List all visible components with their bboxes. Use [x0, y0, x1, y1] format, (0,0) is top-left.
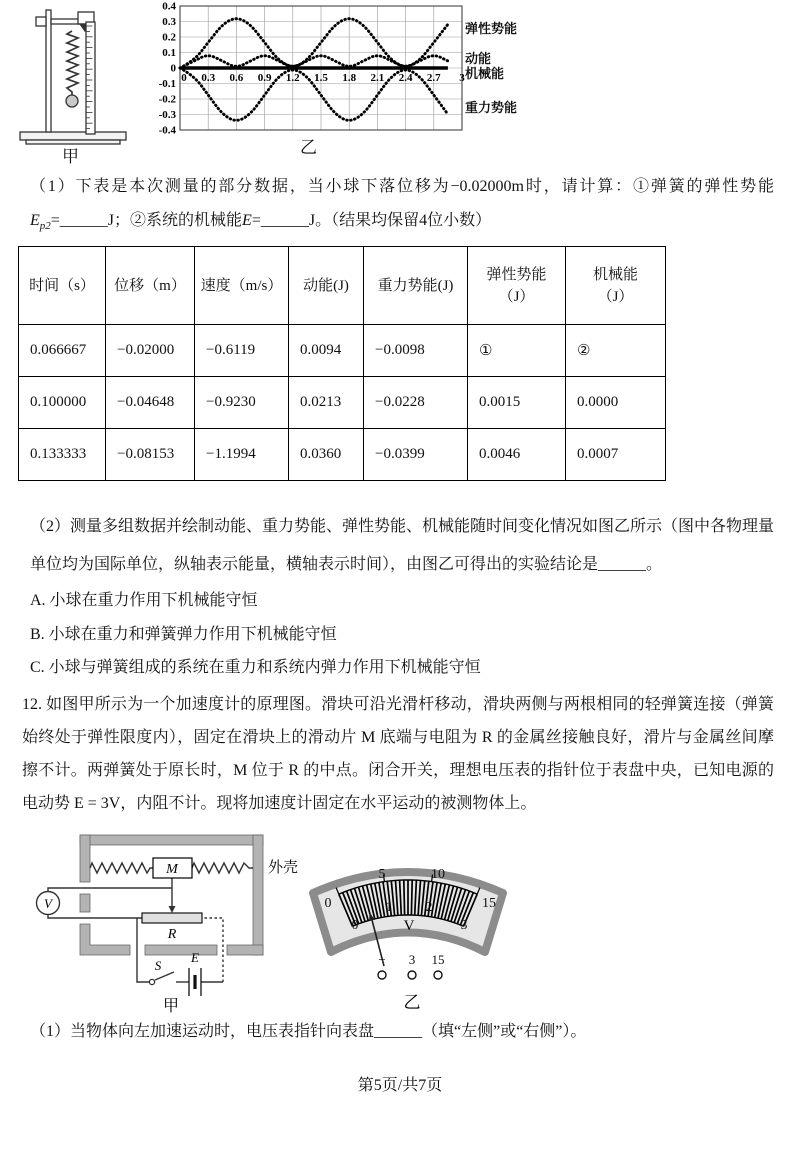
stand-rod — [46, 10, 51, 132]
svg-text:2.7: 2.7 — [426, 72, 441, 84]
accelerometer-circuit-figure — [30, 830, 340, 1020]
clamp-bar — [51, 19, 81, 24]
svg-text:-0.1: -0.1 — [158, 78, 176, 90]
q11-p1-var-E: E — [30, 212, 40, 229]
svg-text:0.3: 0.3 — [162, 16, 176, 28]
apparatus-label: 甲 — [62, 147, 79, 166]
gauge-inner-2: 2 — [425, 899, 433, 914]
battery-symbol — [189, 968, 201, 996]
measurement-table — [18, 246, 666, 481]
voltmeter-label: V — [44, 896, 52, 911]
svg-text:0.3: 0.3 — [201, 72, 216, 84]
svg-text:2.1: 2.1 — [370, 72, 385, 84]
svg-text:2.4: 2.4 — [398, 72, 413, 84]
col-velocity: 速度（m/s） — [195, 247, 289, 325]
gauge-outer-15: 15 — [482, 896, 496, 911]
option-b: B. 小球在重力和弹簧弹力作用下机械能守恒 — [30, 625, 337, 643]
resistor-body — [142, 913, 202, 923]
svg-text:0: 0 — [181, 72, 187, 84]
col-gravity-pe: 重力势能(J) — [364, 247, 468, 325]
terminal-15-label: 15 — [431, 952, 445, 967]
mass-label: M — [166, 862, 178, 877]
q11-p1-run2: =______J；②系统的机械能 — [50, 212, 243, 229]
gauge-inner-3: 3 — [460, 917, 468, 932]
legend-gravity-pe: 重力势能 — [465, 100, 518, 115]
col-kinetic: 动能(J) — [289, 247, 364, 325]
page-number: 第5页/共7页 — [357, 1077, 443, 1094]
series-kinetic — [180, 56, 448, 68]
switch-terminal — [149, 979, 154, 984]
q11-part1-text — [30, 170, 774, 243]
col-elastic-pe: 弹性势能 （J） — [468, 247, 566, 325]
svg-text:1.8: 1.8 — [342, 72, 357, 84]
table-row: 0.100000 −0.04648 −0.9230 0.0213 −0.0228 0.0015 0.0000 — [19, 377, 666, 429]
spring — [67, 31, 78, 95]
terminal-minus-post — [378, 971, 386, 979]
svg-text:0.4: 0.4 — [162, 0, 176, 13]
terminal-minus-label: − — [378, 952, 386, 967]
svg-text:-0.2: -0.2 — [158, 93, 176, 106]
svg-text:-0.3: -0.3 — [158, 109, 176, 121]
terminal-3-label: 3 — [408, 952, 416, 967]
chart-y-ticks — [159, 1, 177, 137]
battery-label: E — [191, 950, 199, 965]
gauge-outer-5: 5 — [378, 867, 386, 882]
voltmeter-top-wire — [48, 888, 172, 891]
q11-p1-sub: p2 — [39, 220, 51, 232]
option-c: C. 小球与弹簧组成的系统在重力和系统内弹力作用下机械能守恒 — [30, 659, 481, 676]
chart-label: 乙 — [300, 138, 317, 157]
terminal-posts — [378, 971, 442, 979]
left-spring — [90, 863, 153, 873]
resistor-label: R — [167, 927, 177, 942]
energy-time-chart — [150, 0, 485, 150]
legend-kinetic: 动能 — [465, 51, 492, 66]
svg-text:0.1: 0.1 — [162, 47, 176, 59]
gauge-figure-label: 乙 — [403, 993, 421, 1012]
gauge-outer-10: 10 — [431, 867, 445, 882]
svg-text:1.5: 1.5 — [314, 72, 328, 84]
legend-mechanical: 机械能 — [465, 66, 505, 81]
gauge-unit: V — [403, 918, 415, 934]
switch-blade — [155, 972, 174, 980]
col-displacement: 位移（m） — [106, 247, 195, 325]
stand-base — [20, 132, 126, 140]
clamp-knob — [36, 17, 46, 26]
svg-text:0.9: 0.9 — [257, 72, 272, 84]
q11-options — [30, 584, 774, 685]
svg-text:0: 0 — [170, 62, 176, 75]
q12-part1-text: （1）当物体向左加速运动时，电压表指针向表盘______（填“左侧”或“右侧”）。 — [30, 1023, 587, 1040]
apparatus-figure — [14, 2, 139, 154]
svg-text:-0.4: -0.4 — [158, 124, 176, 137]
q11-p1-run3: =______J。（结果均保留4位小数） — [251, 212, 492, 229]
ball — [66, 95, 78, 107]
svg-text:0.6: 0.6 — [229, 72, 244, 84]
table-row: 0.133333 −0.08153 −1.1994 0.0360 −0.0399 0.0046 0.0007 — [19, 429, 666, 481]
right-spring — [192, 863, 253, 873]
table-row: 0.066667 −0.02000 −0.6119 0.0094 −0.0098 ① ② — [19, 325, 666, 377]
col-time: 时间（s） — [19, 247, 106, 325]
wires — [48, 878, 223, 982]
chart-x-ticks — [181, 72, 465, 84]
col-mechanical: 机械能 （J） — [566, 247, 666, 325]
ruler — [86, 22, 95, 134]
svg-text:1.2: 1.2 — [285, 72, 300, 84]
svg-text:0.2: 0.2 — [162, 31, 176, 44]
q11-p1-var-E2: E — [242, 212, 252, 229]
option-a: A. 小球在重力作用下机械能守恒 — [30, 592, 258, 609]
shell-label: 外壳 — [268, 860, 299, 876]
voltmeter-gauge-figure — [308, 845, 508, 1015]
svg-text:3: 3 — [459, 72, 465, 84]
legend-elastic-pe: 弹性势能 — [465, 21, 518, 36]
gauge-inner-1: 1 — [385, 899, 393, 914]
q11-p1-run1: （1）下表是本次测量的部分数据，当小球下落位移为−0.02000m时，请计算：①弹簧的弹性势能 — [30, 178, 774, 195]
table-header-row — [19, 247, 666, 325]
terminal-3-post — [408, 971, 416, 979]
slider-arrowhead — [169, 906, 176, 913]
voltmeter-bottom-wire — [48, 915, 153, 918]
gauge-inner-0: 0 — [351, 917, 359, 932]
q12-intro-text: 12. 如图甲所示为一个加速度计的原理图。滑块可沿光滑杆移动，滑块两侧与两根相同的轻弹簧连接（弹簧始终处于弹性限度内），固定在滑块上的滑动片 M 底端与电阻为 R 的金属丝接触良好，滑片与金属丝间摩擦不计。两弹簧处于原长时，M 位于 R 的中点。闭合开关，理想电压表的指针位于表盘中央，已知电源的电动势 E = 3V，内阻不计。现将加速度计固定在水平运动的被测物体上。 — [22, 696, 774, 812]
q11-part2-text: （2）测量多组数据并绘制动能、重力势能、弹性势能、机械能随时间变化情况如图乙所示（图中各物理量单位均为国际单位，纵轴表示能量，横轴表示时间），由图乙可得出的实验结论是______。 — [30, 518, 775, 573]
circuit-figure-label: 甲 — [162, 998, 180, 1015]
gauge-outer-0: 0 — [324, 896, 332, 911]
terminal-15-post — [434, 971, 442, 979]
switch-label: S — [154, 958, 162, 973]
